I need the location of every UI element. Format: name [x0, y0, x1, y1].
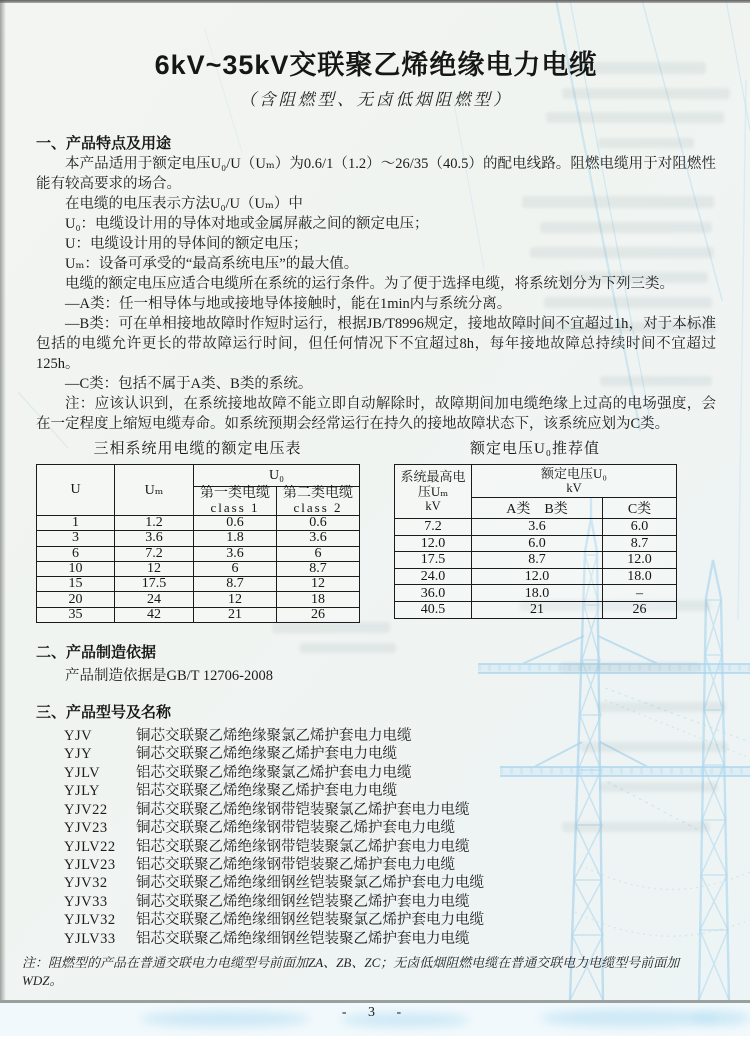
three-phase-table-title: 三相系统用电缆的额定电压表: [93, 441, 302, 457]
model-name: 铜芯交联聚乙烯绝缘钢带铠装聚乙烯护套电力电缆: [136, 820, 455, 837]
table-cell: 17.5: [115, 577, 194, 592]
table-cell: –: [603, 585, 677, 602]
class1-en: class 1: [210, 500, 260, 515]
table-cell: 3.6: [277, 531, 360, 546]
model-list: [36, 727, 716, 948]
u0-line1: 额定电压U₀: [541, 466, 607, 481]
model-name: 铜芯交联聚乙烯绝缘细钢丝铠装聚氯乙烯护套电力电缆: [136, 875, 484, 892]
table-cell: 35: [37, 607, 115, 622]
table-row: [395, 568, 677, 585]
paragraph: —C类：包括不属于A类、B类的系统。: [65, 376, 313, 392]
paragraph: 在电缆的电压表示方法U₀/U（Uₘ）中: [65, 196, 303, 212]
table-cell: 3.6: [472, 519, 603, 536]
table-header-u0: U₀: [194, 465, 360, 487]
table-cell: 17.5: [395, 552, 472, 569]
table-header-um-col: [395, 465, 472, 519]
table-cell: 24.0: [395, 568, 472, 585]
table-cell: 12: [194, 592, 277, 607]
model-code: YJV: [64, 728, 93, 745]
table-header-class2: [277, 487, 360, 516]
table-row: [37, 561, 360, 576]
table-cell: 21: [194, 607, 277, 622]
table-cell: 7.2: [115, 546, 194, 561]
table-row: [37, 531, 360, 546]
model-row: [36, 856, 716, 874]
page-number: - 3 -: [341, 1004, 411, 1020]
table-cell: 6: [37, 546, 115, 561]
table-cell: 18.0: [472, 585, 603, 602]
table-cell: 3.6: [115, 531, 194, 546]
table-cell: 12.0: [603, 552, 677, 569]
table-row: [37, 607, 360, 622]
table-cell: 42: [115, 607, 194, 622]
model-row: [36, 745, 716, 763]
model-row: [36, 838, 716, 856]
model-name: 铜芯交联聚乙烯绝缘钢带铠装聚氯乙烯护套电力电缆: [136, 801, 470, 818]
model-row: [36, 874, 716, 892]
table-cell: 6.0: [603, 519, 677, 536]
table-cell: 3: [37, 531, 115, 546]
table-header-ab: A类 B类: [472, 498, 603, 519]
table-row: [395, 535, 677, 552]
table-row: [37, 516, 360, 531]
model-name: 铝芯交联聚乙烯绝缘聚氯乙烯护套电力电缆: [136, 764, 412, 781]
table-row: [395, 519, 677, 536]
table-cell: 24: [115, 592, 194, 607]
table-cell: 26: [603, 601, 677, 618]
model-name: 铜芯交联聚乙烯绝缘聚氯乙烯护套电力电缆: [136, 728, 412, 745]
table-cell: 10: [37, 561, 115, 576]
model-code: YJLV23: [64, 856, 116, 873]
model-name: 铝芯交联聚乙烯绝缘细钢丝铠装聚氯乙烯护套电力电缆: [136, 912, 484, 929]
model-row: [36, 764, 716, 782]
paragraph: U：电缆设计用的导体间的额定电压；: [65, 236, 308, 252]
recommended-table-block: [394, 438, 676, 619]
paragraph: —A类：任一相导体与地或接地导体接触时，能在1min内与系统分离。: [65, 296, 512, 312]
section1-heading: 一、产品特点及用途: [36, 135, 172, 152]
model-code: YJLV: [64, 764, 101, 781]
model-name: 铝芯交联聚乙烯绝缘钢带铠装聚氯乙烯护套电力电缆: [136, 838, 470, 855]
model-name: 铜芯交联聚乙烯绝缘细钢丝铠装聚乙烯护套电力电缆: [136, 893, 470, 910]
model-code: YJLV22: [64, 838, 116, 855]
table-cell: 12: [277, 577, 360, 592]
um-line1: 系统最高电压Uₘ: [400, 469, 466, 499]
three-phase-table-block: [36, 438, 359, 623]
model-code: YJV23: [64, 820, 108, 837]
class2-en: class 2: [293, 500, 343, 515]
recommended-u0-table: [394, 464, 677, 619]
table-cell: 18: [277, 592, 360, 607]
table-cell: 3.6: [194, 546, 277, 561]
page-subtitle: （含阻燃型、无卤低烟阻燃型）: [239, 90, 513, 109]
table-header-u: U: [37, 465, 115, 516]
paragraph: 注：应该认识到，在系统接地故障不能立即自动解除时，故障期间加电缆绝缘上过高的电场强度，会在一定程度上缩短电缆寿命。如系统预期会经常运行在持久的接地故障状态下，该系统应划为C类。: [36, 396, 716, 432]
paragraph: U₀：电缆设计用的导体对地或金属屏蔽之间的额定电压；: [65, 216, 429, 232]
u0-line2: kV: [566, 481, 582, 495]
table-cell: 21: [472, 601, 603, 618]
model-name: 铝芯交联聚乙烯绝缘细钢丝铠装聚乙烯护套电力电缆: [136, 930, 470, 947]
section2-body: 产品制造依据是GB/T 12706-2008: [65, 668, 273, 685]
model-code: YJV33: [64, 893, 108, 910]
model-code: YJLV32: [64, 912, 116, 929]
model-code: YJLY: [64, 783, 100, 800]
table-row: [395, 601, 677, 618]
model-name: 铜芯交联聚乙烯绝缘聚乙烯护套电力电缆: [136, 746, 397, 763]
table-cell: 6: [194, 561, 277, 576]
class2-cn: 第二类电缆: [283, 486, 353, 501]
table-cell: 12.0: [395, 535, 472, 552]
table-cell: 18.0: [603, 568, 677, 585]
model-code: YJY: [64, 746, 93, 763]
three-phase-voltage-table: [36, 464, 360, 623]
model-row: [36, 782, 716, 800]
model-row: [36, 727, 716, 745]
table-cell: 8.7: [194, 577, 277, 592]
paragraph: Uₘ：设备可承受的“最高系统电压”的最大值。: [65, 256, 359, 272]
table-header-class1: [194, 487, 277, 516]
table-header-um: Uₘ: [115, 465, 194, 516]
table-cell: 15: [37, 577, 115, 592]
table-row: [37, 577, 360, 592]
model-name: 铝芯交联聚乙烯绝缘聚乙烯护套电力电缆: [136, 783, 397, 800]
table-cell: 1.2: [115, 516, 194, 531]
table-cell: 20: [37, 592, 115, 607]
table-cell: 40.5: [395, 601, 472, 618]
paragraph: —B类：可在单相接地故障时作短时运行，根据JB/T8996规定，接地故障时间不宜超过1h，对于本标准包括的电缆允许更长的带故障运行时间，但任何情况下不宜超过8h，每年接地故障总持续时间不宜超过125h。: [36, 316, 716, 372]
table-cell: 12.0: [472, 568, 603, 585]
table-cell: 6.0: [472, 535, 603, 552]
section3-heading: 三、产品型号及名称: [36, 704, 172, 722]
table-header-u0-col: [472, 465, 677, 498]
section2-heading: 二、产品制造依据: [36, 644, 157, 662]
model-row: [36, 893, 716, 911]
um-line2: kV: [425, 499, 441, 513]
model-name: 铝芯交联聚乙烯绝缘钢带铠装聚乙烯护套电力电缆: [136, 856, 455, 873]
table-cell: 12: [115, 561, 194, 576]
table-cell: 0.6: [277, 516, 360, 531]
paragraph: 本产品适用于额定电压U₀/U（Uₘ）为0.6/1（1.2）～26/35（40.5）的配电线路。阻燃电缆用于对阻燃性能有较高要求的场合。: [36, 156, 716, 192]
model-row: [36, 911, 716, 929]
class1-cn: 第一类电缆: [200, 486, 270, 501]
footnote: 注：阻燃型的产品在普通交联电力电缆型号前面加ZA、ZB、ZC；无卤低烟阻燃电缆在普通交联电力电缆型号前面加WDZ。: [22, 954, 680, 988]
table-cell: 8.7: [603, 535, 677, 552]
table-cell: 0.6: [194, 516, 277, 531]
table-row: [395, 585, 677, 602]
table-cell: 8.7: [277, 561, 360, 576]
page-title: 6kV~35kV交联聚乙烯绝缘电力电缆: [154, 50, 598, 80]
model-code: YJV32: [64, 875, 108, 892]
model-code: YJLV33: [64, 930, 116, 947]
table-cell: 6: [277, 546, 360, 561]
model-row: [36, 801, 716, 819]
table-row: [37, 546, 360, 561]
table-row: [395, 552, 677, 569]
table-cell: 36.0: [395, 585, 472, 602]
table-header-c: C类: [603, 498, 677, 519]
table-cell: 8.7: [472, 552, 603, 569]
paragraph: 电缆的额定电压应适合电缆所在系统的运行条件。为了便于选择电缆，将系统划分为下列三类。: [65, 276, 674, 292]
table-cell: 26: [277, 607, 360, 622]
table-cell: 1: [37, 516, 115, 531]
model-row: [36, 930, 716, 948]
recommended-table-title: 额定电压U₀推荐值: [469, 441, 601, 457]
tables-row: [36, 438, 716, 623]
table-cell: 1.8: [194, 531, 277, 546]
model-code: YJV22: [64, 801, 108, 818]
table-cell: 7.2: [395, 519, 472, 536]
table-row: [37, 592, 360, 607]
model-row: [36, 819, 716, 837]
